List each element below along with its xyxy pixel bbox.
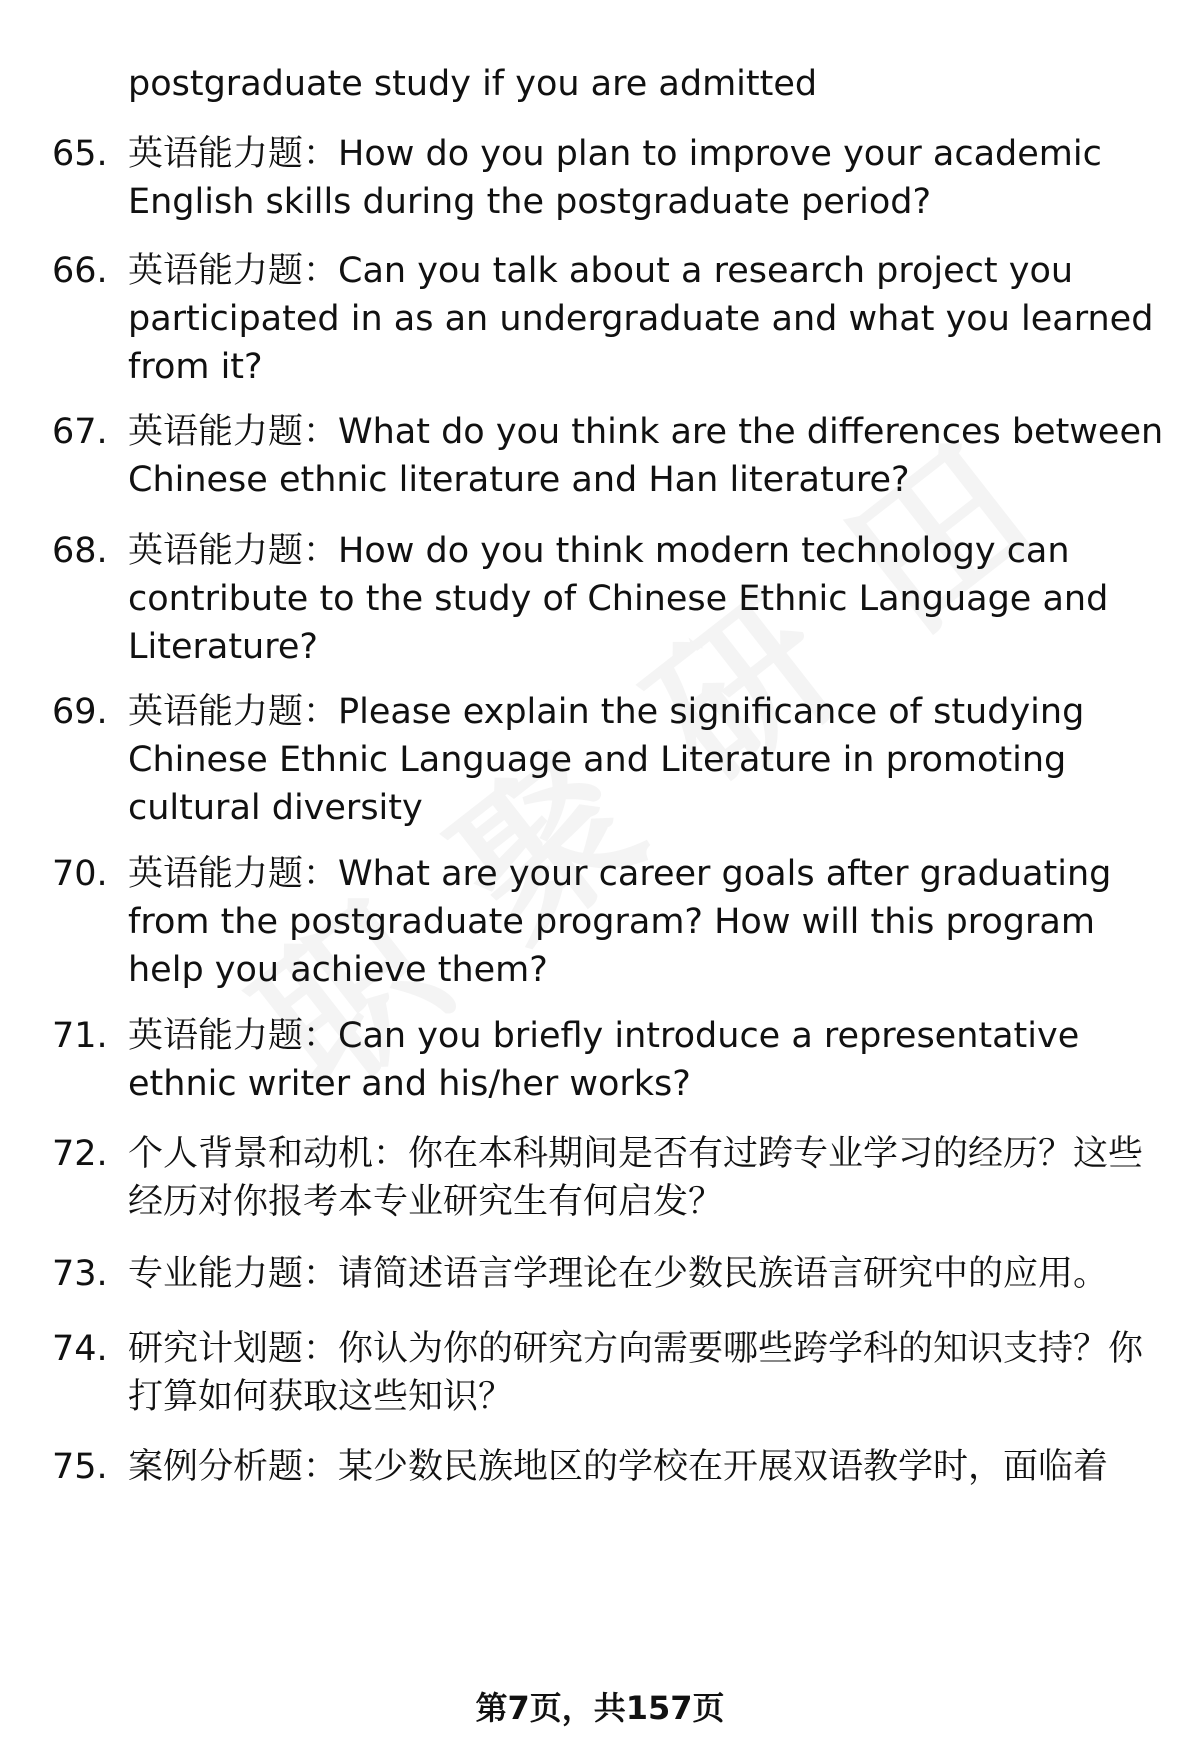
question-number: 70. [52, 854, 108, 894]
question-number: 66. [52, 251, 108, 291]
page-footer: 第7页，共157页 [475, 1689, 725, 1727]
question-number: 72. [52, 1134, 108, 1174]
question-text: 英语能力题：How do you think modern technology can contribute to the study of Chinese Ethnic Language and Literature? [128, 531, 1109, 667]
question-number: 69. [52, 692, 108, 732]
continuation-text: postgraduate study if you are admitted [128, 64, 818, 104]
question-number: 75. [52, 1447, 108, 1487]
question-text: 案例分析题：某少数民族地区的学校在开展双语教学时，面临着 [128, 1447, 1109, 1487]
question-text: 专业能力题：请简述语言学理论在少数民族语言研究中的应用。 [128, 1254, 1109, 1294]
question-number: 65. [52, 134, 108, 174]
question-text: 英语能力题：Can you talk about a research project you participated in as an undergraduate and what you learned from it? [128, 251, 1154, 387]
question-text: 研究计划题：你认为你的研究方向需要哪些跨学科的知识支持？你打算如何获取这些知识？ [128, 1329, 1144, 1417]
question-number: 67. [52, 412, 108, 452]
question-text: 英语能力题：What are your career goals after graduating from the postgraduate program? How will this program help you achieve them? [128, 854, 1112, 990]
question-text: 英语能力题：Please explain the significance of studying Chinese Ethnic Language and Literature in promoting cultural diversity [128, 692, 1085, 828]
question-number: 74. [52, 1329, 108, 1369]
question-number: 68. [52, 531, 108, 571]
question-text: 英语能力题：How do you plan to improve your academic English skills during the postgraduate period? [128, 134, 1102, 222]
question-text: 英语能力题：What do you think are the differences between Chinese ethnic literature and Han literature? [128, 412, 1164, 500]
question-text: 个人背景和动机：你在本科期间是否有过跨专业学习的经历？这些经历对你报考本专业研究生有何启发？ [128, 1134, 1144, 1222]
question-text: 英语能力题：Can you briefly introduce a representative ethnic writer and his/her works? [128, 1016, 1080, 1104]
question-number: 73. [52, 1254, 108, 1294]
question-number: 71. [52, 1016, 108, 1056]
